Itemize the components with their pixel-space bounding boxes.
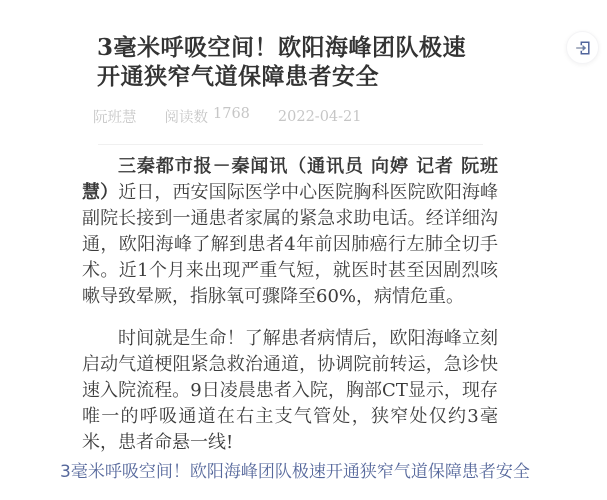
header-divider xyxy=(98,144,483,145)
login-arrow-icon xyxy=(574,39,592,57)
publish-date: 2022-04-21 xyxy=(277,108,362,125)
author-name: 阮班慧 xyxy=(93,110,137,126)
paragraph-text: 近日，西安国际医学中心医院胸科医院欧阳海峰副院长接到一通患者家属的紧急求助电话。经详细沟通，欧阳海峰了解到患者4年前因肺癌行左肺全切手术。近1个月来出现严重气短，就医时甚至因剧烈咳嗽导致晕厥，指脉氧可骤降至60%，病情危重。 xyxy=(82,182,499,307)
article-body xyxy=(82,154,498,472)
read-count-value: 1768 xyxy=(213,106,250,122)
read-count xyxy=(165,106,250,127)
article-paragraph xyxy=(82,326,498,456)
related-article-link[interactable]: 3毫米呼吸空间！欧阳海峰团队极速开通狭窄气道保障患者安全 xyxy=(60,462,530,482)
paragraph-text: 时间就是生命！了解患者病情后，欧阳海峰立刻启动气道梗阻紧急救治通道，协调院前转运，急诊快速入院流程。9日凌晨患者入院，胸部CT显示，现存唯一的呼吸通道在右主支气管处，狭窄处仅约3毫米，患者命悬一线! xyxy=(82,328,498,453)
open-in-app-button[interactable] xyxy=(566,31,599,64)
article-meta xyxy=(93,106,483,127)
article-title: 3毫米呼吸空间！欧阳海峰团队极速开通狭窄气道保障患者安全 xyxy=(97,34,467,90)
paragraph-lead: 三秦都市报－秦闻讯（通讯员 向婷 记者 阮班慧） xyxy=(82,156,498,203)
article-paragraph xyxy=(82,154,498,310)
read-count-label: 阅读数 xyxy=(164,110,208,126)
